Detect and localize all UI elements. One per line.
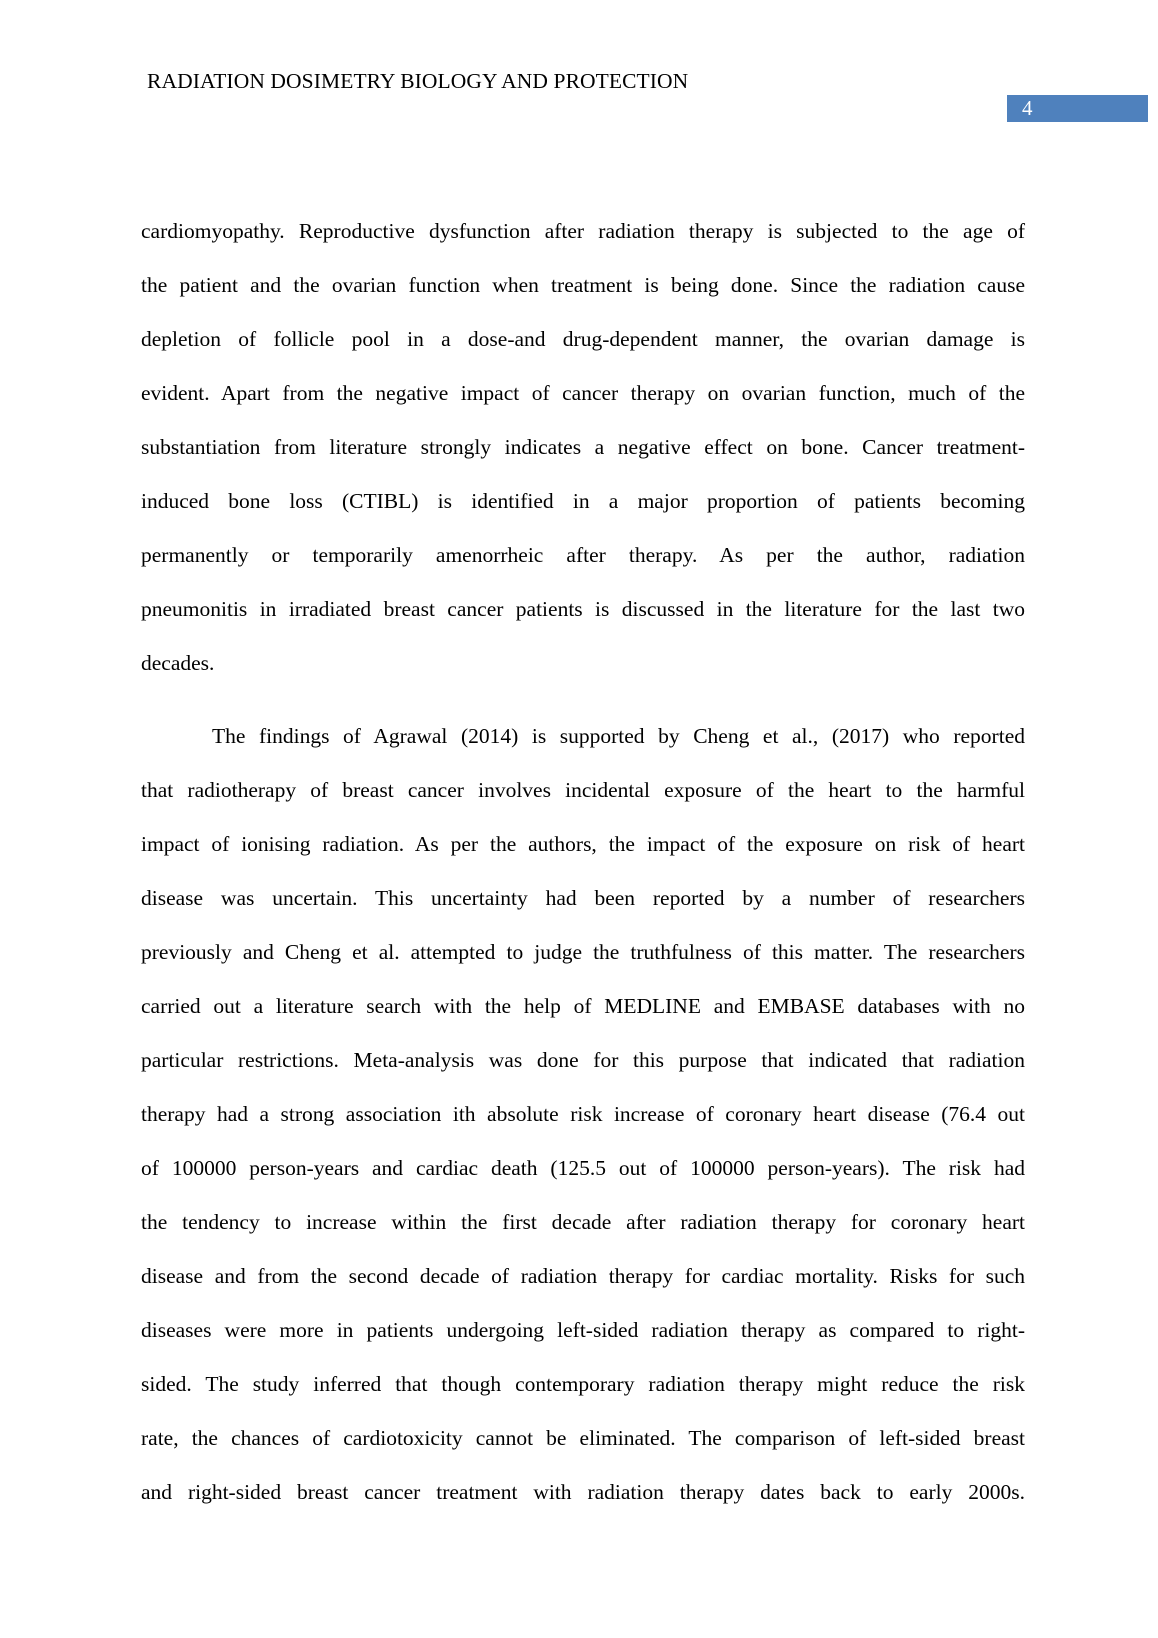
text-line: diseases were more in patients undergoing left-sided radiation therapy as compared to right- [141,1318,1025,1342]
text-line: and right-sided breast cancer treatment with radiation therapy dates back to early 2000s. [141,1480,1025,1504]
text-line: substantiation from literature strongly indicates a negative effect on bone. Cancer treatment- [141,435,1025,459]
text-line: The findings of Agrawal (2014) is supported by Cheng et al., (2017) who reported [212,724,1025,748]
running-head: RADIATION DOSIMETRY BIOLOGY AND PROTECTION [147,69,689,93]
text-line: carried out a literature search with the help of MEDLINE and EMBASE databases with no [141,994,1025,1018]
text-line: of 100000 person-years and cardiac death (125.5 out of 100000 person-years). The risk had [141,1156,1025,1180]
text-line: rate, the chances of cardiotoxicity cannot be eliminated. The comparison of left-sided breast [141,1426,1025,1450]
text-line: impact of ionising radiation. As per the authors, the impact of the exposure on risk of heart [141,832,1025,856]
body-text [141,204,1025,1519]
text-line: cardiomyopathy. Reproductive dysfunction after radiation therapy is subjected to the age of [141,219,1025,243]
text-line: depletion of follicle pool in a dose-and drug-dependent manner, the ovarian damage is [141,327,1025,351]
text-line: the patient and the ovarian function when treatment is being done. Since the radiation cause [141,273,1025,297]
page-number-badge [1007,95,1148,122]
text-line: disease and from the second decade of radiation therapy for cardiac mortality. Risks for such [141,1264,1025,1288]
text-line: disease was uncertain. This uncertainty had been reported by a number of researchers [141,886,1025,910]
text-line: the tendency to increase within the first decade after radiation therapy for coronary heart [141,1210,1025,1234]
paragraph-2 [141,709,1025,1519]
text-line: induced bone loss (CTIBL) is identified in a major proportion of patients becoming [141,489,1025,513]
text-line: pneumonitis in irradiated breast cancer patients is discussed in the literature for the last two [141,597,1025,621]
paragraph-1 [141,204,1025,690]
paragraph-gap [141,690,1025,709]
text-line: evident. Apart from the negative impact of cancer therapy on ovarian function, much of the [141,381,1025,405]
text-line: particular restrictions. Meta-analysis was done for this purpose that indicated that radiation [141,1048,1025,1072]
page-number: 4 [1022,96,1033,120]
text-line: that radiotherapy of breast cancer involves incidental exposure of the heart to the harmful [141,778,1025,802]
text-line: permanently or temporarily amenorrheic after therapy. As per the author, radiation [141,543,1025,567]
text-line: decades. [141,651,215,675]
text-line: previously and Cheng et al. attempted to judge the truthfulness of this matter. The researchers [141,940,1025,964]
text-line: therapy had a strong association ith absolute risk increase of coronary heart disease (76.4 out [141,1102,1025,1126]
text-line: sided. The study inferred that though contemporary radiation therapy might reduce the risk [141,1372,1025,1396]
